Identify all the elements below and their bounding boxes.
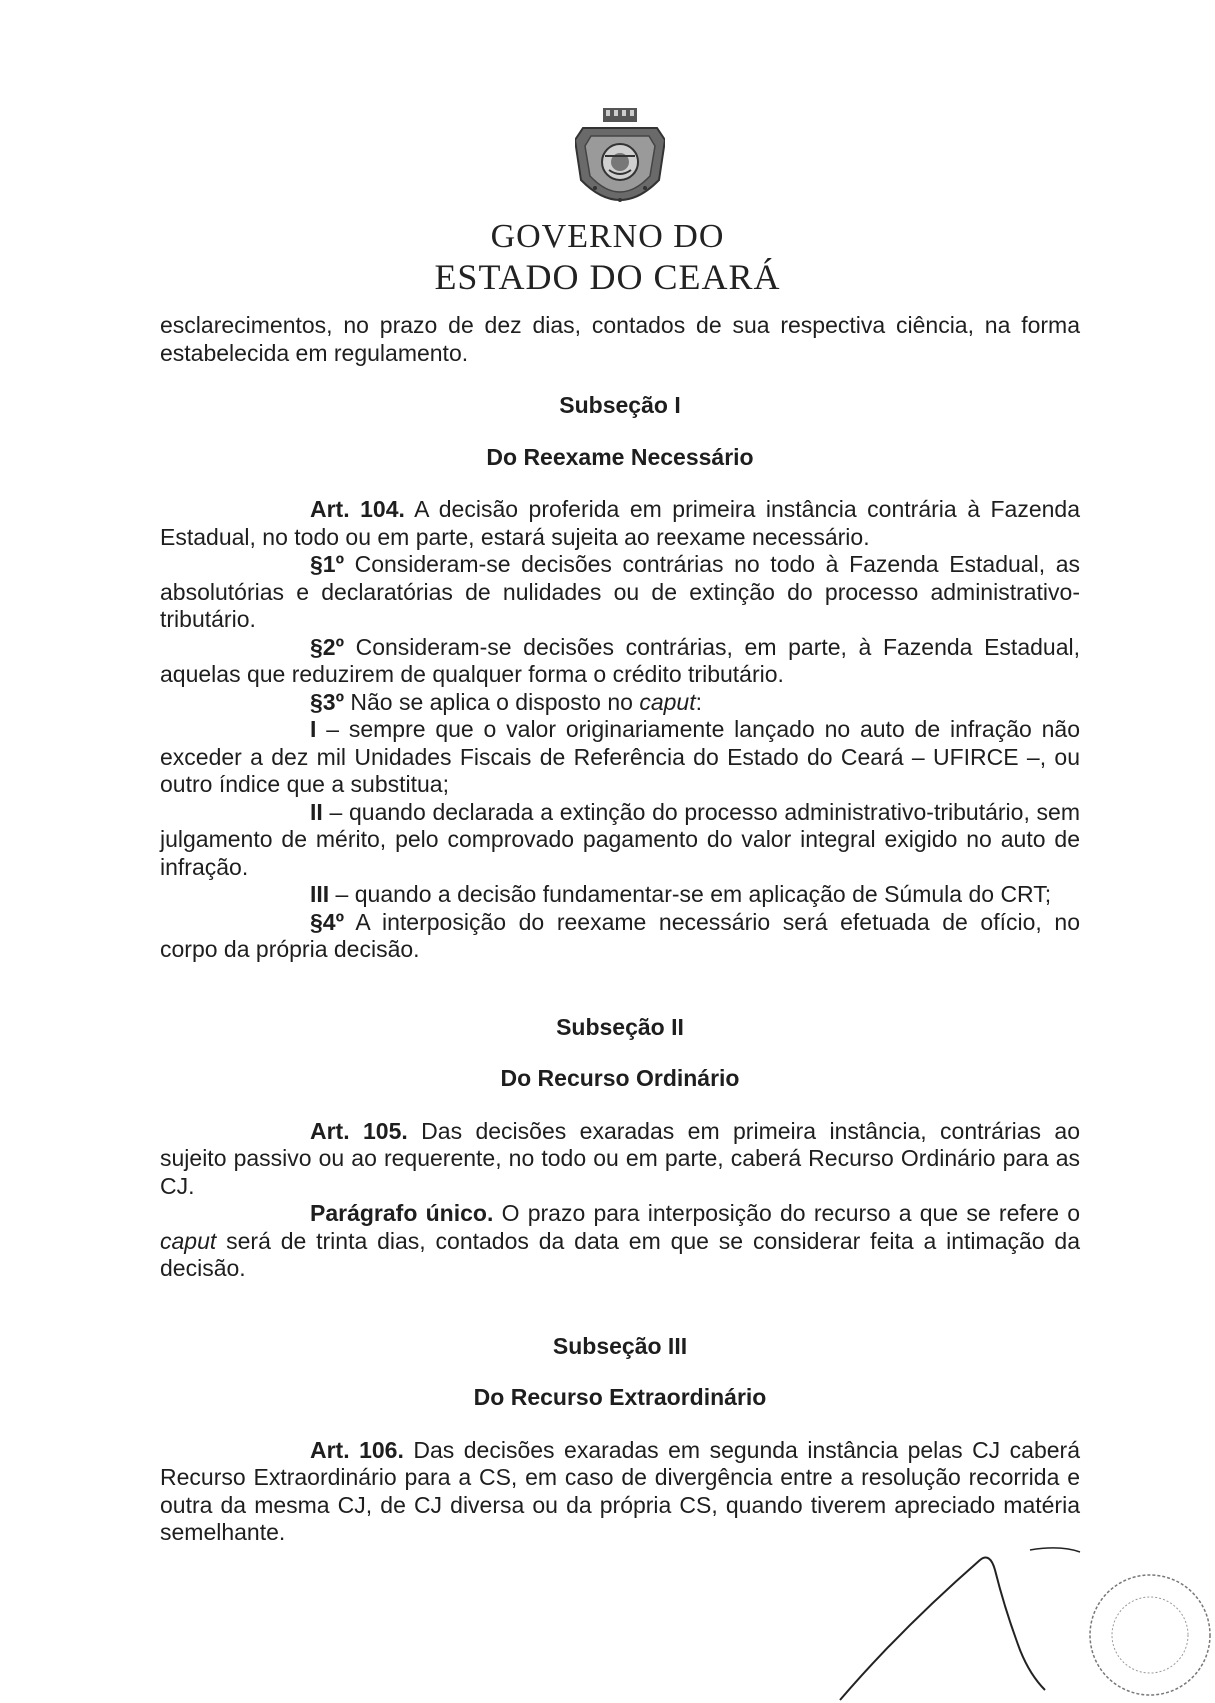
article-105-text: Das decisões exaradas em primeira instância, contrárias ao sujeito passivo ou ao requerente, no todo ou em parte, caberá Recurso Ordinário para as CJ.	[160, 1117, 1081, 1199]
subsection-3-title: Subseção III	[552, 1332, 688, 1359]
article-106-text: Das decisões exaradas em segunda instância pelas CJ caberá Recurso Extraordinário para a CS, em caso de divergência entre a resolução recorrida e outra da mesma CJ, de CJ diversa ou da própria CS, quando tiverem apreciado matéria semelhante.	[160, 1436, 1081, 1545]
article-106	[160, 1437, 1080, 1547]
sole-paragraph-label: Parágrafo único.	[310, 1200, 494, 1226]
subsection-2-name: Do Recurso Ordinário	[500, 1065, 740, 1091]
state-coat-of-arms-icon	[575, 108, 665, 220]
paragraph-3	[160, 689, 1080, 717]
intro-paragraph: esclarecimentos, no prazo de dez dias, contados de sua respectiva ciência, na forma estabelecida em regulamento.	[160, 312, 1080, 366]
document-body	[160, 312, 1080, 1547]
paragraph-3-label: §3º	[310, 688, 344, 715]
sole-paragraph-text-1: O prazo para interposição do recurso a que se refere o	[493, 1200, 1081, 1226]
subsection-1-name: Do Reexame Necessário	[486, 443, 754, 470]
item-1-label: I	[310, 716, 317, 742]
paragraph-4-label: §4º	[310, 908, 344, 935]
article-104	[160, 496, 1080, 551]
item-2-text: – quando declarada a extinção do processo administrativo-tributário, sem julgamento de mérito, pelo comprovado pagamento do valor integral exigido no auto de infração.	[160, 798, 1080, 880]
paragraph-3-end: :	[695, 688, 702, 715]
sole-paragraph-caput: caput	[160, 1227, 217, 1254]
paragraph-4	[160, 909, 1080, 964]
paragraph-2-text: Consideram-se decisões contrárias, em parte, à Fazenda Estadual, aquelas que reduzirem de qualquer forma o crédito tributário.	[160, 633, 1080, 687]
item-2	[160, 799, 1080, 882]
paragraph-1	[160, 551, 1080, 634]
paragraph-2	[160, 634, 1080, 689]
subsection-2-title: Subseção II	[556, 1013, 684, 1040]
paragraph-1-label: §1º	[310, 551, 344, 577]
signature-and-stamp	[820, 1540, 1215, 1703]
paragraph-2-label: §2º	[310, 633, 344, 660]
item-1	[160, 716, 1080, 799]
article-104-text: A decisão proferida em primeira instância contrária à Fazenda Estadual, no todo ou em parte, estará sujeita ao reexame necessário.	[160, 496, 1081, 550]
header-government: GOVERNO DO	[490, 218, 725, 255]
item-3	[160, 881, 1080, 909]
subsection-3-name: Do Recurso Extraordinário	[473, 1384, 767, 1410]
item-2-label: II	[310, 798, 323, 825]
article-105	[160, 1118, 1080, 1201]
sole-paragraph	[160, 1200, 1080, 1283]
paragraph-3-caput: caput	[639, 688, 696, 715]
handwritten-signature	[840, 1558, 1045, 1700]
item-1-text: – sempre que o valor originariamente lançado no auto de infração não exceder a dez mil Unidades Fiscais de Referência do Estado do Ceará – UFIRCE –, ou outro índice que a substitua;	[160, 716, 1080, 797]
paragraph-3-text: Não se aplica o disposto no	[343, 688, 640, 715]
official-stamp-icon	[1090, 1575, 1210, 1695]
article-105-label: Art. 105.	[310, 1117, 408, 1144]
item-3-label: III	[310, 881, 330, 907]
paragraph-1-text: Consideram-se decisões contrárias no todo à Fazenda Estadual, as absolutórias e declaratórias de nulidades ou de extinção do processo administrativo-tributário.	[160, 551, 1080, 632]
subsection-1-title: Subseção I	[559, 392, 681, 418]
item-3-text: – quando a decisão fundamentar-se em aplicação de Súmula do CRT;	[329, 881, 1052, 907]
sole-paragraph-text-2: será de trinta dias, contados da data em que se considerar feita a intimação da decisão.	[160, 1227, 1080, 1281]
article-106-label: Art. 106.	[310, 1436, 404, 1463]
header-state: ESTADO DO CEARÁ	[434, 257, 781, 297]
paragraph-4-text: A interposição do reexame necessário será efetuada de ofício, no corpo da própria decisão.	[160, 908, 1080, 962]
article-104-label: Art. 104.	[310, 496, 405, 522]
